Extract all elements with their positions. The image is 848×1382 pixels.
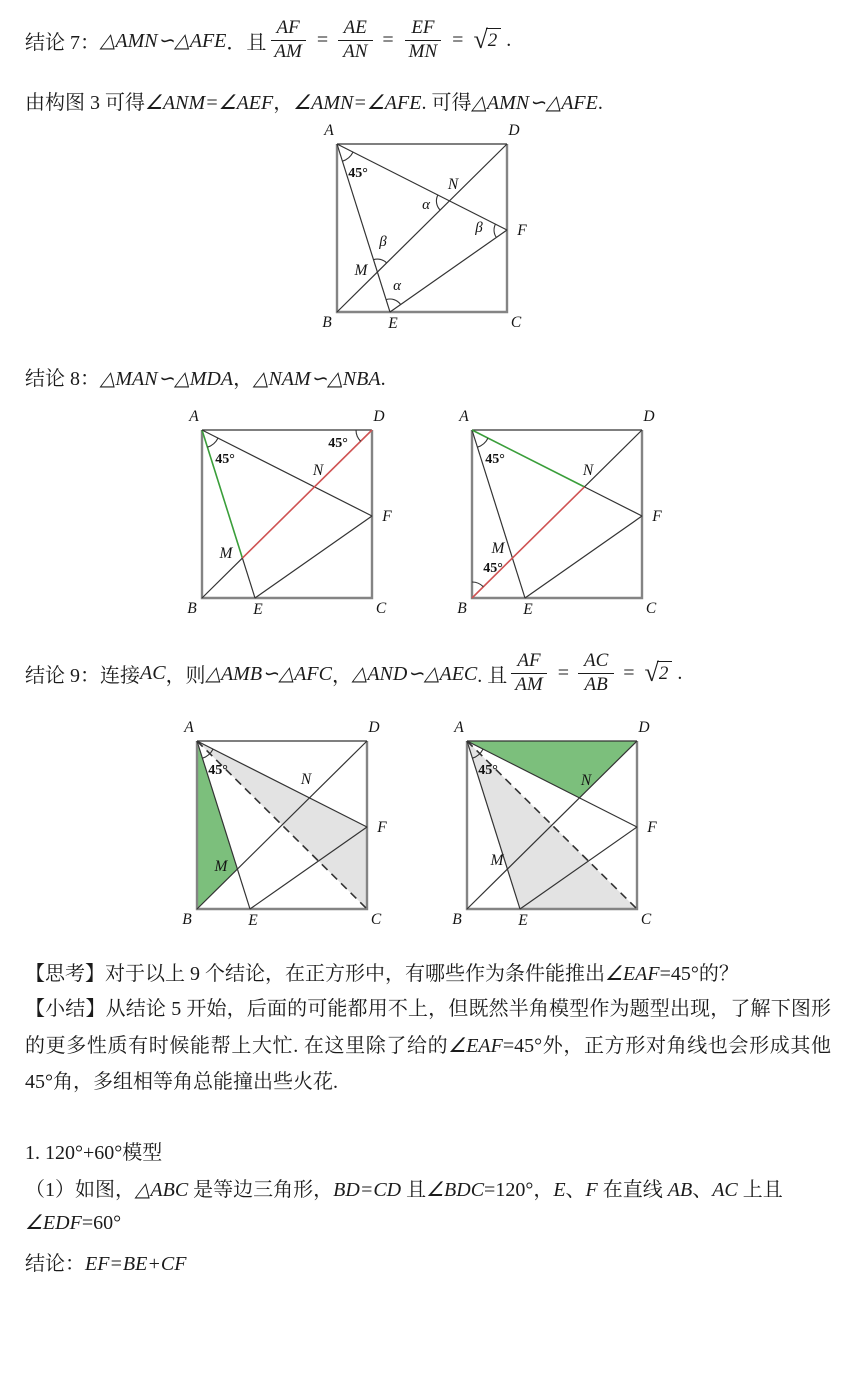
text-segment: 且	[401, 1179, 427, 1201]
vertex-label-D: D	[368, 719, 380, 736]
point-label-E: E	[253, 601, 263, 617]
point-label-M: M	[354, 262, 368, 279]
angle-arc-A	[342, 152, 353, 161]
angle-arc-F	[494, 224, 496, 237]
vertex-label-B: B	[187, 600, 197, 617]
equals-sign: =	[623, 661, 635, 684]
point-label-N: N	[312, 462, 324, 479]
angle-equality: ∠AMN=∠AFE	[293, 92, 422, 114]
text-segment: =45°外，正方形对角线也会形成其他 45°角，多组相等角总能撞出些火花.	[25, 1034, 832, 1093]
point-label-M: M	[219, 545, 233, 562]
angle-arc-N	[436, 195, 440, 210]
angle-label-alpha-N: α	[422, 197, 430, 213]
segment-ME	[242, 558, 255, 598]
fraction-numerator: AC	[578, 650, 614, 673]
text-segment: ．且	[226, 31, 267, 54]
diagram-conclusion9-right	[430, 716, 680, 928]
text-segment: 【小结】从结论 5 开始，后面的可能都用不上，但既然半角模型作为题型出现，了解下图形的更多性质有时候能帮上大忙. 在这里除了给的	[25, 998, 831, 1057]
text-segment: =45°的？	[659, 963, 739, 985]
angle-label-45-A: 45°	[208, 763, 228, 778]
text-segment: 结论 9：连接	[25, 664, 140, 687]
angle-label-45-A: 45°	[478, 763, 498, 778]
similar-triangles-formula: △NAM∽△NBA	[253, 368, 381, 390]
text-segment: ，	[331, 664, 352, 687]
vertex-label-A: A	[459, 408, 469, 425]
fraction-denominator: AB	[584, 673, 608, 695]
period: .	[597, 92, 603, 114]
angle-arc-M	[374, 259, 387, 263]
vertex-label-A: A	[324, 122, 334, 139]
angle-label-45-B: 45°	[483, 561, 503, 576]
fraction-numerator: AF	[511, 650, 546, 673]
segment-NF	[584, 487, 642, 516]
segment-name: AC	[140, 661, 166, 684]
text-segment: =60°	[81, 1212, 122, 1234]
point-label-M: M	[491, 540, 505, 557]
model-angle-line	[25, 1210, 121, 1235]
angle-equality: ∠ANM=∠AEF	[145, 92, 274, 114]
point-label-E: E	[388, 315, 398, 331]
diagram-conclusion7	[300, 119, 550, 331]
text-segment: 在直线	[597, 1179, 668, 1201]
construction-note-line	[25, 86, 603, 115]
vertex-label-B: B	[457, 600, 467, 617]
point-label-M: M	[214, 858, 228, 875]
period: .	[677, 661, 683, 684]
text-segment: =120°，	[484, 1179, 554, 1201]
triangle-name: △ABC	[135, 1179, 189, 1201]
conclusion-7-line	[25, 12, 511, 68]
point-label-F: F	[652, 508, 662, 525]
equation: EF=BE+CF	[85, 1253, 187, 1275]
angle-arc-E	[386, 299, 401, 304]
point-label-F: F	[517, 222, 527, 239]
fraction-denominator: AM	[274, 40, 302, 62]
point-label-M: M	[490, 852, 504, 869]
angle-label-beta-M: β	[379, 234, 387, 250]
equation: BD=CD	[333, 1179, 402, 1201]
vertex-label-A: A	[189, 408, 199, 425]
angle-name: ∠EAF	[605, 963, 660, 985]
similar-triangles-formula: △AMN∽△AFE	[471, 92, 598, 114]
text-segment: ，	[233, 368, 254, 390]
segment-MD-red	[242, 430, 372, 558]
fraction-numerator: AF	[271, 17, 306, 40]
vertex-label-A: A	[184, 719, 194, 736]
text-segment: 结论：	[25, 1253, 85, 1275]
text-segment: （1）如图，	[25, 1179, 135, 1201]
fraction-denominator: MN	[408, 40, 438, 62]
similar-triangles-formula: △MAN∽△MDA	[100, 368, 234, 390]
angle-label-45-A: 45°	[215, 452, 235, 467]
segment-BM	[202, 558, 242, 598]
diagram-conclusion8-left	[165, 405, 415, 617]
point-label-N: N	[447, 176, 459, 193]
vertex-label-D: D	[508, 122, 520, 139]
text-segment: 、	[692, 1179, 713, 1201]
similar-triangles-formula: △AND∽△AEC	[351, 662, 478, 685]
angle-label-45-D: 45°	[328, 436, 348, 451]
radicand: 2	[486, 28, 502, 53]
point-label-F: F	[382, 508, 392, 525]
point-label-N: N	[580, 772, 592, 789]
text-segment: 、	[565, 1179, 586, 1201]
vertex-label-D: D	[643, 408, 655, 425]
fraction-AF-AM	[268, 17, 307, 63]
summary-note-paragraph	[25, 991, 831, 1101]
point-label-N: N	[582, 462, 594, 479]
fraction-numerator: EF	[405, 17, 440, 40]
fraction-AF-AM	[509, 650, 548, 696]
point-name: E	[553, 1179, 566, 1201]
text-segment: 由构图 3 可得	[25, 92, 145, 114]
vertex-label-C: C	[375, 600, 387, 617]
equals-sign: =	[557, 661, 569, 684]
text-segment: 是等边三角形，	[188, 1179, 334, 1201]
vertex-label-B: B	[452, 911, 462, 928]
fraction-AC-AB	[578, 650, 614, 696]
radicand: 2	[657, 661, 673, 686]
equals-sign: =	[382, 28, 394, 51]
similar-triangles-formula: △AMB∽△AFC	[205, 662, 332, 685]
point-label-N: N	[300, 771, 312, 788]
angle-arc-A	[477, 438, 488, 447]
model-conclusion-line	[25, 1247, 186, 1276]
conclusion-8-line	[25, 362, 386, 391]
radical-sign: √	[473, 24, 488, 54]
point-label-E: E	[518, 912, 528, 928]
diagram-conclusion8-right	[435, 405, 685, 617]
angle-label-45-A: 45°	[348, 166, 368, 181]
angle-arc-D	[356, 430, 361, 441]
vertex-label-C: C	[510, 314, 522, 331]
point-label-E: E	[523, 601, 533, 617]
segment-AM-green	[202, 430, 242, 558]
vertex-label-C: C	[370, 911, 382, 928]
point-name: F	[585, 1179, 598, 1201]
text-segment: ，	[273, 92, 294, 114]
fraction-EF-MN	[403, 17, 444, 63]
angle-name: ∠EDF	[25, 1212, 82, 1234]
text-segment: . 且	[477, 664, 508, 687]
vertex-label-D: D	[373, 408, 385, 425]
vertex-label-B: B	[322, 314, 332, 331]
angle-name: ∠EAF	[448, 1034, 503, 1057]
sqrt-2	[473, 24, 501, 54]
point-label-F: F	[377, 819, 387, 836]
text-segment: 结论 7：	[25, 31, 100, 54]
model-condition-line	[25, 1173, 783, 1202]
vertex-label-B: B	[182, 911, 192, 928]
vertex-label-C: C	[645, 600, 657, 617]
point-label-E: E	[248, 912, 258, 928]
point-label-F: F	[647, 819, 657, 836]
angle-label-alpha-E: α	[393, 278, 401, 294]
sqrt-2	[644, 657, 673, 687]
fraction-AE-AN	[337, 17, 373, 63]
model-heading-line	[25, 1136, 162, 1165]
text-segment: 结论 8：	[25, 368, 100, 390]
equals-sign: =	[316, 28, 329, 51]
vertex-label-A: A	[454, 719, 464, 736]
segment-name: AB	[667, 1179, 693, 1201]
text-segment: 【思考】对于以上 9 个结论，在正方形中，有哪些作为条件能推出	[25, 963, 605, 985]
fraction-denominator: AM	[515, 673, 543, 695]
fraction-numerator: AE	[338, 17, 373, 40]
radical-sign: √	[644, 657, 659, 687]
text-segment: . 可得	[421, 92, 472, 114]
angle-name: ∠BDC	[426, 1179, 485, 1201]
angle-label-beta-F: β	[475, 220, 483, 236]
similar-triangles-formula: △AMN∽△AFE	[100, 29, 227, 52]
vertex-label-C: C	[640, 911, 652, 928]
text-segment: 1. 120°+60°模型	[25, 1142, 163, 1164]
angle-label-45-A: 45°	[485, 452, 505, 467]
think-note-line	[25, 957, 739, 986]
period: .	[380, 368, 386, 390]
equals-sign: =	[452, 28, 464, 51]
angle-arc-B	[472, 582, 483, 587]
segment-name: AC	[712, 1179, 738, 1201]
period: .	[506, 28, 512, 51]
angle-arc-A	[207, 438, 218, 447]
text-segment: 上且	[737, 1179, 783, 1201]
segment-BN-red	[472, 487, 584, 598]
segment-AF	[337, 144, 507, 230]
conclusion-9-line	[25, 645, 682, 701]
diagram-conclusion9-left	[160, 716, 410, 928]
vertex-label-D: D	[638, 719, 650, 736]
text-segment: ，则	[165, 664, 206, 687]
fraction-denominator: AN	[343, 40, 368, 62]
